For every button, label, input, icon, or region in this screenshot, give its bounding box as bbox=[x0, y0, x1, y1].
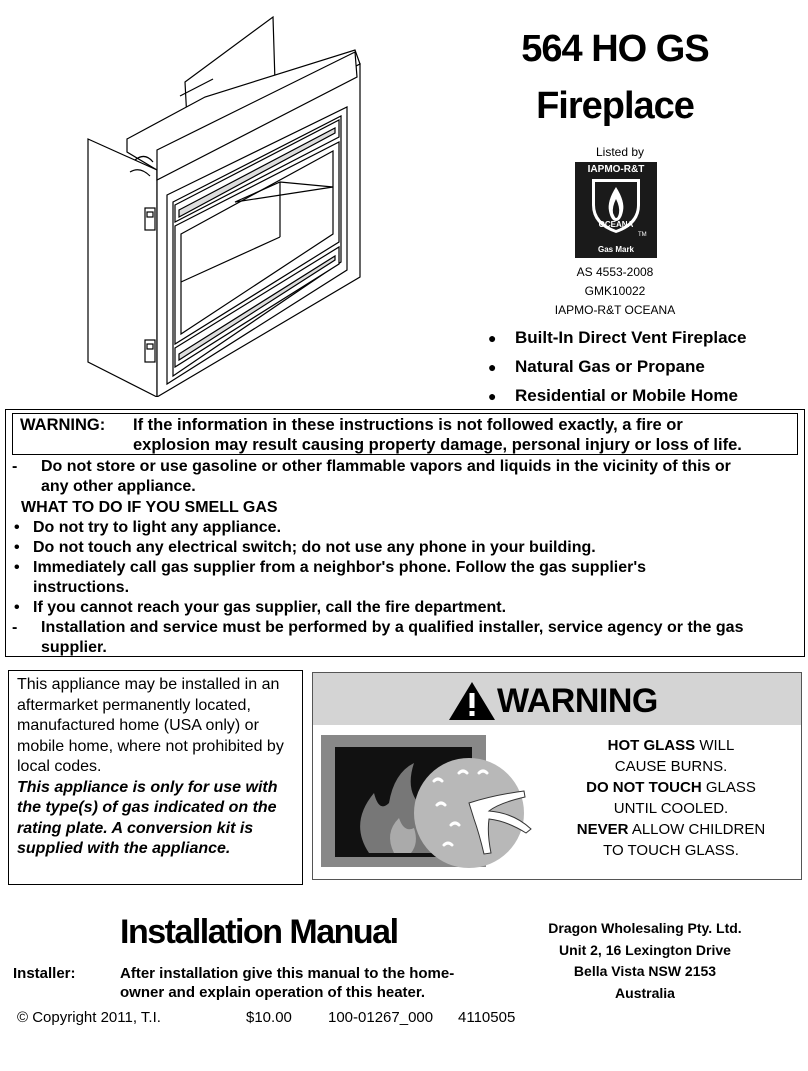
smell-step-3b: instructions. bbox=[33, 579, 130, 596]
bullet-icon: • bbox=[14, 519, 20, 536]
manual-title: Installation Manual bbox=[120, 913, 398, 951]
smell-step-3a: Immediately call gas supplier from a neighbor's phone. Follow the gas supplier's bbox=[33, 559, 647, 576]
feature-item bbox=[488, 357, 788, 386]
smell-step-4: If you cannot reach your gas supplier, call the fire department. bbox=[33, 599, 507, 616]
price: $10.00 bbox=[246, 1009, 292, 1026]
part-number: 100-01267_000 bbox=[328, 1009, 434, 1026]
bullet-icon: • bbox=[14, 599, 20, 616]
company-street: Unit 2, 16 Lexington Drive bbox=[559, 941, 731, 958]
hot-glass-instructions bbox=[541, 735, 801, 861]
bullet-icon: • bbox=[14, 559, 20, 576]
hot-glass-line-5 bbox=[541, 819, 801, 840]
company-name: Dragon Wholesaling Pty. Ltd. bbox=[548, 920, 742, 936]
hot-glass-warning bbox=[312, 672, 802, 880]
bullet-icon: • bbox=[14, 539, 20, 556]
warning-triangle-icon bbox=[448, 681, 496, 721]
hot-glass-text-1: WILL bbox=[695, 737, 735, 754]
hot-glass-illustration bbox=[319, 733, 539, 871]
hot-glass-heading: WARNING bbox=[497, 682, 658, 720]
warning-label: WARNING: bbox=[20, 416, 106, 434]
listed-by-label: Listed by bbox=[595, 145, 645, 159]
mobile-home-notice bbox=[8, 670, 303, 885]
dash-marker: - bbox=[12, 619, 18, 636]
bullet-icon: ● bbox=[488, 388, 497, 404]
hot-glass-text-5: ALLOW CHILDREN bbox=[628, 821, 766, 838]
hot-glass-header bbox=[313, 673, 801, 725]
fireplace-illustration bbox=[85, 12, 365, 397]
cert-body: IAPMO-R&T OCEANA bbox=[554, 303, 676, 317]
hot-glass-bold-5: NEVER bbox=[576, 821, 629, 838]
logo-bottom-text: Gas Mark bbox=[597, 245, 635, 254]
company-country: Australia bbox=[615, 984, 675, 1001]
hot-glass-line-6: TO TOUCH GLASS. bbox=[603, 842, 739, 859]
installer-label: Installer: bbox=[13, 965, 76, 982]
hot-glass-line-2: CAUSE BURNS. bbox=[614, 758, 728, 775]
document-number: 4110505 bbox=[458, 1009, 516, 1026]
smell-step-2: Do not touch any electrical switch; do not use any phone in your building. bbox=[33, 539, 596, 556]
hot-glass-line-1 bbox=[541, 735, 801, 756]
bullet-icon: ● bbox=[488, 359, 497, 375]
feature-text: Natural Gas or Propane bbox=[515, 357, 705, 376]
hot-glass-bold-1: HOT GLASS bbox=[607, 737, 696, 754]
warning-text-1: If the information in these instructions is not followed exactly, a fire or bbox=[133, 416, 683, 434]
fireplace-drawing bbox=[85, 12, 365, 397]
product-title-line1: 564 HO GS bbox=[521, 28, 709, 70]
installer-text-1: After installation give this manual to the home- bbox=[120, 965, 455, 982]
installation-warning-2: supplier. bbox=[41, 639, 107, 656]
copyright: © Copyright 2011, T.I. bbox=[17, 1009, 161, 1026]
notice-plain-text: This appliance may be installed in an aftermarket permanently located, manufactured home (USA only) or mobile home, where not prohibited by local codes. bbox=[17, 676, 284, 775]
warning-block bbox=[5, 409, 805, 657]
flammable-warning-1: Do not store or use gasoline or other flammable vapors and liquids in the vicinity of this or bbox=[41, 458, 731, 475]
dash-marker: - bbox=[12, 458, 18, 475]
bullet-icon: ● bbox=[488, 330, 497, 346]
notice-italic-text: This appliance is only for use with the type(s) of gas indicated on the rating plate. A conversion kit is supplied with the appliance. bbox=[17, 778, 278, 857]
iapmo-logo bbox=[575, 162, 657, 258]
warning-text-2: explosion may result causing property damage, personal injury or loss of life. bbox=[133, 436, 742, 454]
feature-list bbox=[488, 328, 788, 415]
cert-number: GMK10022 bbox=[584, 284, 646, 298]
flammable-warning-2: any other appliance. bbox=[41, 478, 196, 495]
hot-glass-bold-3: DO NOT TOUCH bbox=[586, 779, 702, 796]
company-address bbox=[530, 918, 760, 1004]
feature-item bbox=[488, 328, 788, 357]
logo-inner-text: OCEANA bbox=[598, 220, 634, 229]
smell-step-1: Do not try to light any appliance. bbox=[33, 519, 282, 536]
cert-standard: AS 4553-2008 bbox=[576, 265, 654, 279]
product-title-line2: Fireplace bbox=[536, 85, 694, 127]
installer-text-2: owner and explain operation of this heater. bbox=[120, 984, 426, 1001]
hot-glass-line-4: UNTIL COOLED. bbox=[613, 800, 729, 817]
logo-top-text: IAPMO-R&T bbox=[587, 164, 645, 175]
hot-glass-line-3 bbox=[541, 777, 801, 798]
company-city: Bella Vista NSW 2153 bbox=[573, 963, 717, 979]
hot-glass-text-3: GLASS bbox=[701, 779, 756, 796]
smell-gas-heading: WHAT TO DO IF YOU SMELL GAS bbox=[21, 499, 278, 516]
installation-warning-1: Installation and service must be performed by a qualified installer, service agency or the gas bbox=[41, 619, 744, 636]
logo-tm: TM bbox=[638, 232, 647, 238]
feature-text: Residential or Mobile Home bbox=[515, 386, 738, 405]
feature-text: Built-In Direct Vent Fireplace bbox=[515, 328, 747, 347]
